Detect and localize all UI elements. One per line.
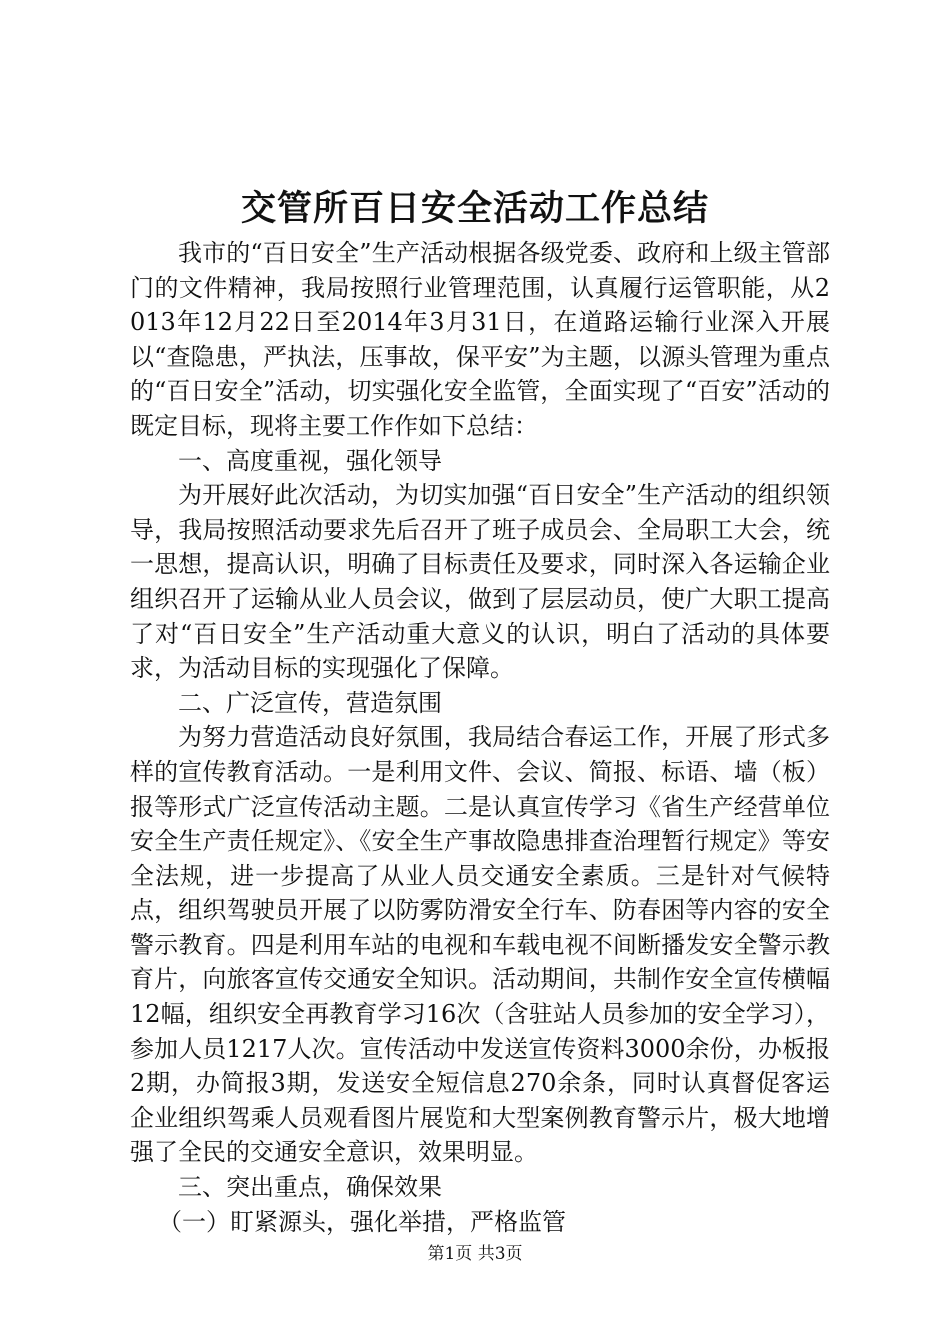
page-footer: 第1页 共3页 bbox=[427, 1244, 523, 1264]
section-1-paragraph: 为开展好此次活动，为切实加强“百日安全”生产活动的组织领导，我局按照活动要求先后召开了班子成员会、全局职工大会，统一思想，提高认识，明确了目标责任及要求，同时深入各运输企业组织召开了运输从业人员会议，做到了层层动员，使广大职工提高了对“百日安全”生产活动重大意义的认识，明白了活动的具体要求，为活动目标的实现强化了保障。 bbox=[130, 481, 830, 683]
intro-paragraph: 我市的“百日安全”生产活动根据各级党委、政府和上级主管部门的文件精神，我局按照行业管理范围，认真履行运管职能，从2013年12月22日至2014年3月31日，在道路运输行业深入开展以“查隐患，严执法，压事故，保平安”为主题，以源头管理为重点的“百日安全”活动，切实强化安全监管，全面实现了“百安”活动的既定目标，现将主要工作作如下总结： bbox=[130, 239, 830, 440]
section-heading-1: 一、高度重视，强化领导 bbox=[178, 446, 442, 475]
section-heading-3: 三、突出重点，确保效果 bbox=[178, 1173, 442, 1202]
document-body bbox=[130, 236, 830, 1239]
section-heading-2: 二、广泛宣传，营造氛围 bbox=[178, 688, 442, 717]
subsection-heading-3-1: （一）盯紧源头，强化举措，严格监管 bbox=[158, 1207, 566, 1236]
section-2-paragraph: 为努力营造活动良好氛围，我局结合春运工作，开展了形式多样的宣传教育活动。一是利用文件、会议、简报、标语、墙（板）报等形式广泛宣传活动主题。二是认真宣传学习《省生产经营单位安全生产责任规定》、《安全生产事故隐患排查治理暂行规定》等安全法规，进一步提高了从业人员交通安全素质。三是针对气候特点，组织驾驶员开展了以防雾防滑安全行车、防春困等内容的安全警示教育。四是利用车站的电视和车载电视不间断播发安全警示教育片，向旅客宣传交通安全知识。活动期间，共制作安全宣传横幅12幅，组织安全再教育学习16次（含驻站人员参加的安全学习），参加人员1217人次。宣传活动中发送宣传资料3000余份，办板报2期，办简报3期，发送安全短信息270余条，同时认真督促客运企业组织驾乘人员观看图片展览和大型案例教育警示片，极大地增强了全民的交通安全意识，效果明显。 bbox=[130, 723, 830, 1167]
document-title: 交管所百日安全活动工作总结 bbox=[240, 188, 709, 229]
